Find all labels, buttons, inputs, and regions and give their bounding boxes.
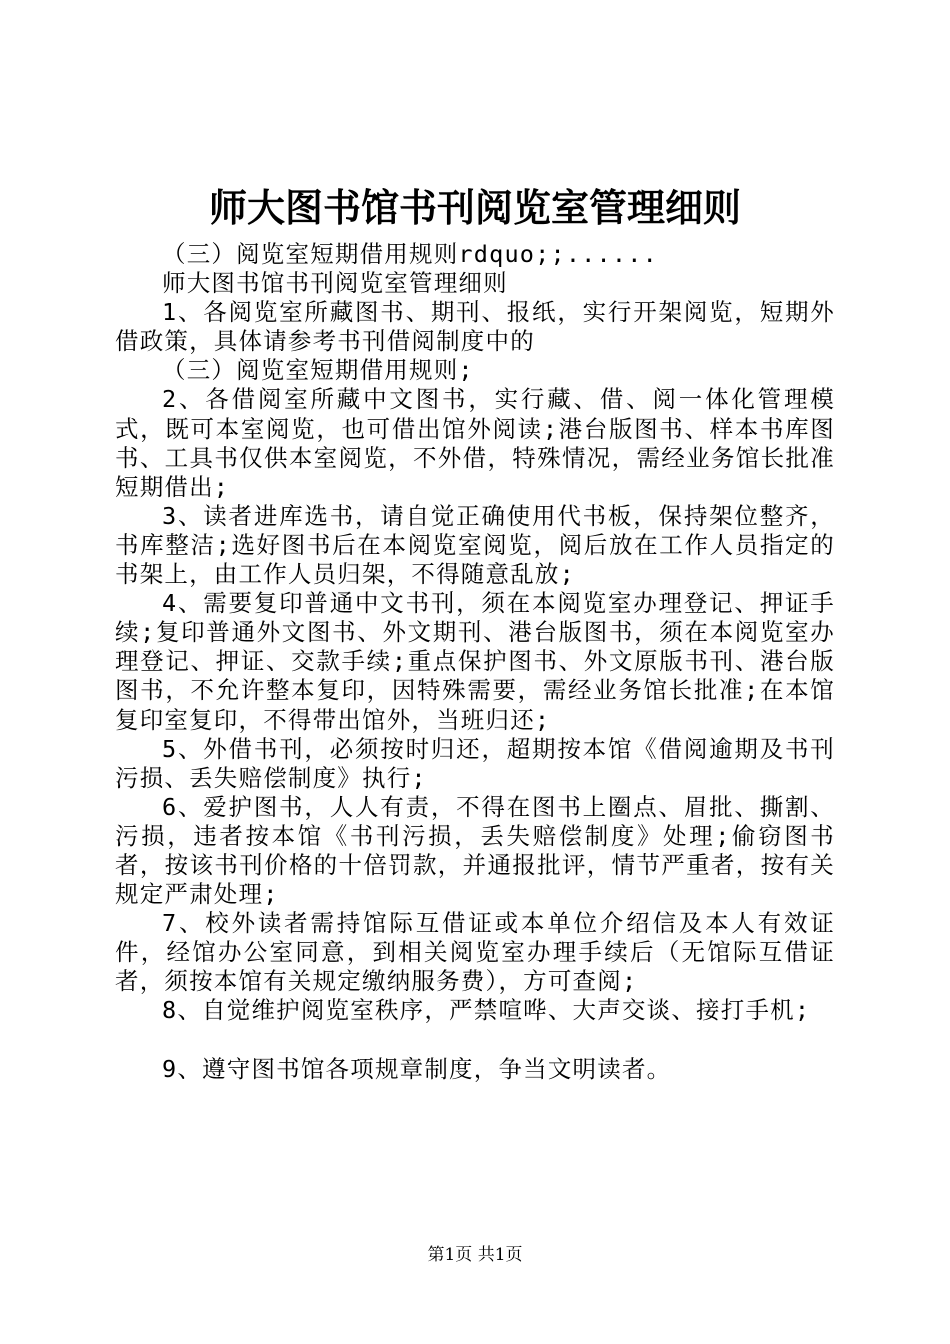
paragraph: 1、各阅览室所藏图书、期刊、报纸，实行开架阅览，短期外借政策，具体请参考书刊借阅制度中的 [115, 298, 835, 356]
paragraph: 2、各借阅室所藏中文图书，实行藏、借、阅一体化管理模式，既可本室阅览，也可借出馆外阅读;港台版图书、样本书库图书、工具书仅供本室阅览，不外借，特殊情况，需经业务馆长批准短期借出; [115, 385, 835, 501]
paragraph: 3、读者进库选书，请自觉正确使用代书板，保持架位整齐，书库整洁;选好图书后在本阅览室阅览，阅后放在工作人员指定的书架上，由工作人员归架，不得随意乱放; [115, 501, 835, 589]
paragraph: （三）阅览室短期借用规则rdquo;;...... [162, 240, 658, 268]
page-footer: 第1页 共1页 [427, 1245, 523, 1265]
paragraph: 7、校外读者需持馆际互借证或本单位介绍信及本人有效证件，经馆办公室同意，到相关阅览室办理手续后（无馆际互借证者，须按本馆有关规定缴纳服务费），方可查阅; [115, 909, 835, 996]
paragraph: 5、外借书刊，必须按时归还，超期按本馆《借阅逾期及书刊污损、丢失赔偿制度》执行; [115, 734, 835, 792]
paragraph: 9、遵守图书馆各项规章制度，争当文明读者。 [162, 1054, 672, 1083]
paragraph: 4、需要复印普通中文书刊，须在本阅览室办理登记、押证手续;复印普通外文图书、外文期刊、港台版图书，须在本阅览室办理登记、押证、交款手续;重点保护图书、外文原版书刊、港台版图书，不允许整本复印，因特殊需要，需经业务馆长批准;在本馆复印室复印，不得带出馆外，当班归还; [115, 589, 835, 734]
page-title: 师大图书馆书刊阅览室管理细则 [208, 185, 741, 230]
paragraph: （三）阅览室短期借用规则; [162, 356, 474, 385]
document-body [115, 240, 835, 1084]
paragraph: 8、自觉维护阅览室秩序，严禁喧哗、大声交谈、接打手机; [162, 996, 811, 1025]
paragraph: 师大图书馆书刊阅览室管理细则 [162, 269, 508, 298]
paragraph: 6、爱护图书，人人有责，不得在图书上圈点、眉批、撕割、污损，违者按本馆《书刊污损，丢失赔偿制度》处理;偷窃图书者，按该书刊价格的十倍罚款，并通报批评，情节严重者，按有关规定严肃处理; [115, 792, 835, 909]
